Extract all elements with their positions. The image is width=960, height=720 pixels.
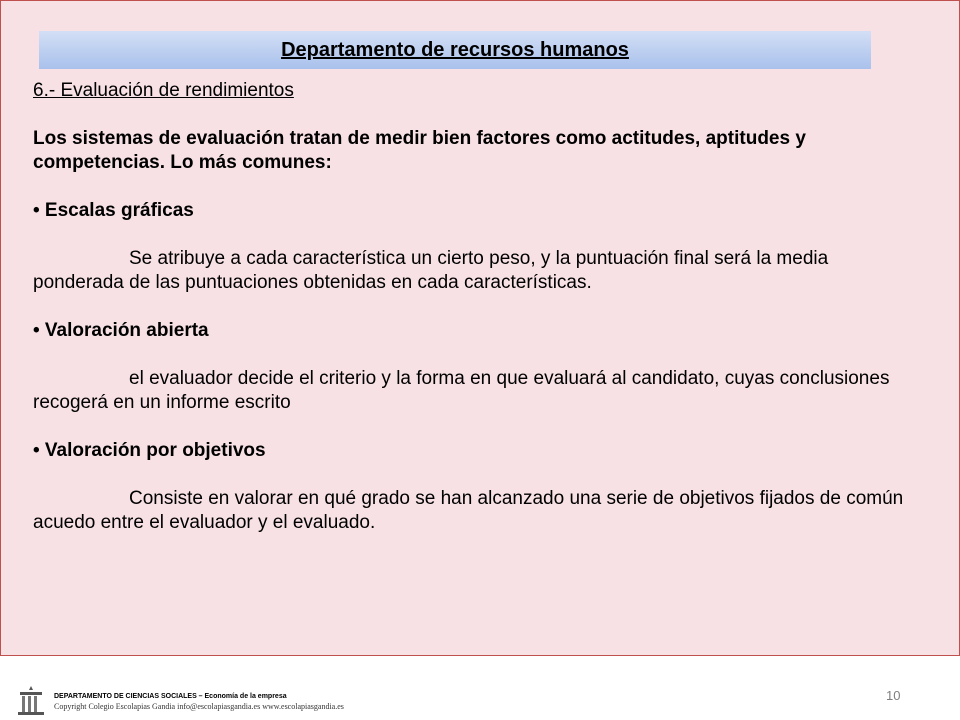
school-logo-icon (16, 684, 46, 716)
title-bar (39, 31, 871, 69)
page-title: Departamento de recursos humanos (281, 39, 629, 61)
footer-department: DEPARTAMENTO DE CIENCIAS SOCIALES – Economía de la empresa (54, 693, 287, 700)
page-number: 10 (886, 688, 901, 703)
bullet-heading-open-assessment: • Valoración abierta (33, 320, 209, 341)
bullet-heading-objectives-assessment: • Valoración por objetivos (33, 440, 266, 461)
bullet-heading-graphic-scales: • Escalas gráficas (33, 200, 194, 221)
slide-content (33, 79, 913, 535)
bullet-text-open-assessment: el evaluador decide el criterio y la forma en que evaluará al candidato, cuyas conclusiones recogerá en un informe escrito (33, 368, 890, 413)
bullet-text-objectives-assessment: Consiste en valorar en qué grado se han alcanzado una serie de objetivos fijados de común acuedo entre el evaluador y el evaluado. (33, 488, 904, 533)
footer (0, 676, 960, 720)
footer-copyright: Copyright Colegio Escolapias Gandia info@escolapiasgandia.es www.escolapiasgandia.es (54, 702, 344, 711)
bullet-text-graphic-scales: Se atribuye a cada característica un cierto peso, y la puntuación final será la media ponderada de las puntuaciones obtenidas en cada características. (33, 248, 829, 293)
section-title: 6.- Evaluación de rendimientos (33, 80, 294, 101)
intro-paragraph: Los sistemas de evaluación tratan de medir bien factores como actitudes, aptitudes y competencias. Lo más comunes: (33, 128, 806, 173)
